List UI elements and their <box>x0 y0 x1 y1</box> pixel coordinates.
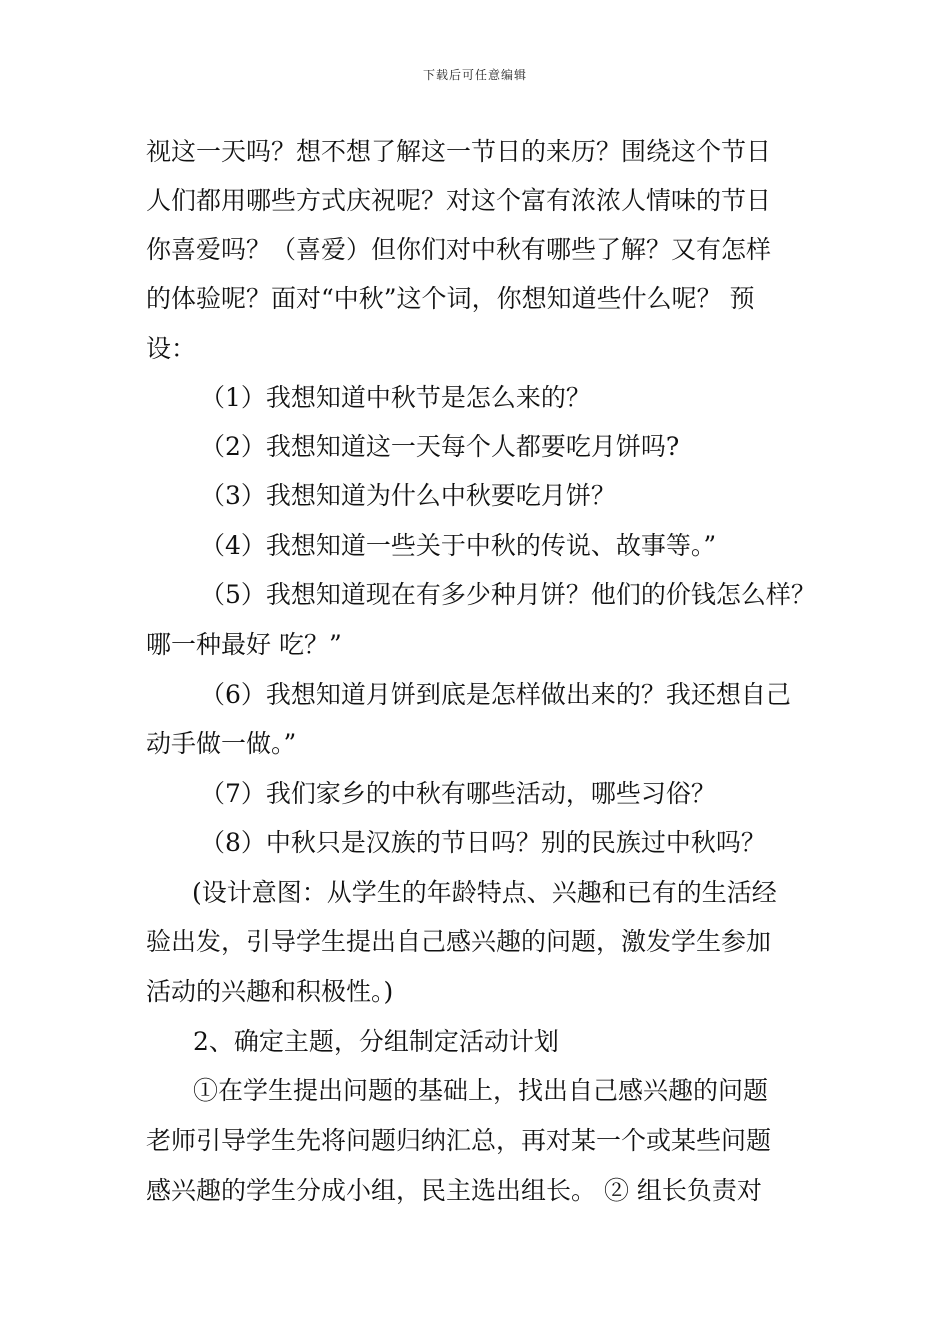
design-intent-1: (设计意图：从学生的年龄特点、兴趣和已有的生活经 <box>192 878 777 907</box>
list-item-3: （3）我想知道为什么中秋要吃月饼？ <box>200 481 616 510</box>
section-heading-2: 2、确定主题，分组制定活动计划 <box>193 1027 559 1056</box>
body-line-5: 设： <box>146 334 197 363</box>
list-item-2: （2）我想知道这一天每个人都要吃月饼吗? <box>200 432 680 461</box>
body-line-4: 的体验呢？面对“中秋”这个词，你想知道些什么呢？ 预 <box>146 284 755 313</box>
body-line-3: 你喜爱吗？（喜爱）但你们对中秋有哪些了解？又有怎样 <box>146 235 772 264</box>
list-item-1: （1）我想知道中秋节是怎么来的？ <box>200 383 591 412</box>
body-line-2: 人们都用哪些方式庆祝呢？对这个富有浓浓人情味的节日 <box>146 186 772 215</box>
list-item-6-cont: 动手做一做。” <box>146 729 297 758</box>
list-item-4: （4）我想知道一些关于中秋的传说、故事等。” <box>200 531 717 560</box>
page-header: 下载后可任意编辑 <box>422 68 527 82</box>
list-item-8: （8）中秋只是汉族的节日吗？别的民族过中秋吗？ <box>200 828 766 857</box>
list-item-7: （7）我们家乡的中秋有哪些活动，哪些习俗？ <box>200 779 716 808</box>
list-item-6: （6）我想知道月饼到底是怎样做出来的？我还想自己 <box>200 680 791 709</box>
step-paragraph-3: 感兴趣的学生分成小组，民主选出组长。 ② 组长负责对 <box>146 1176 762 1205</box>
body-line-1: 视这一天吗？想不想了解这一节日的来历？围绕这个节日 <box>146 137 772 166</box>
design-intent-2: 验出发，引导学生提出自己感兴趣的问题，激发学生参加 <box>146 927 772 956</box>
list-item-5: （5）我想知道现在有多少种月饼？他们的价钱怎么样？ <box>200 580 816 609</box>
step-paragraph-2: 老师引导学生先将问题归纳汇总，再对某一个或某些问题 <box>146 1126 772 1155</box>
design-intent-3: 活动的兴趣和积极性。) <box>146 977 394 1006</box>
list-item-5-cont: 哪一种最好 吃？” <box>146 630 342 659</box>
step-paragraph-1: ①在学生提出问题的基础上，找出自己感兴趣的问题 <box>193 1076 769 1105</box>
